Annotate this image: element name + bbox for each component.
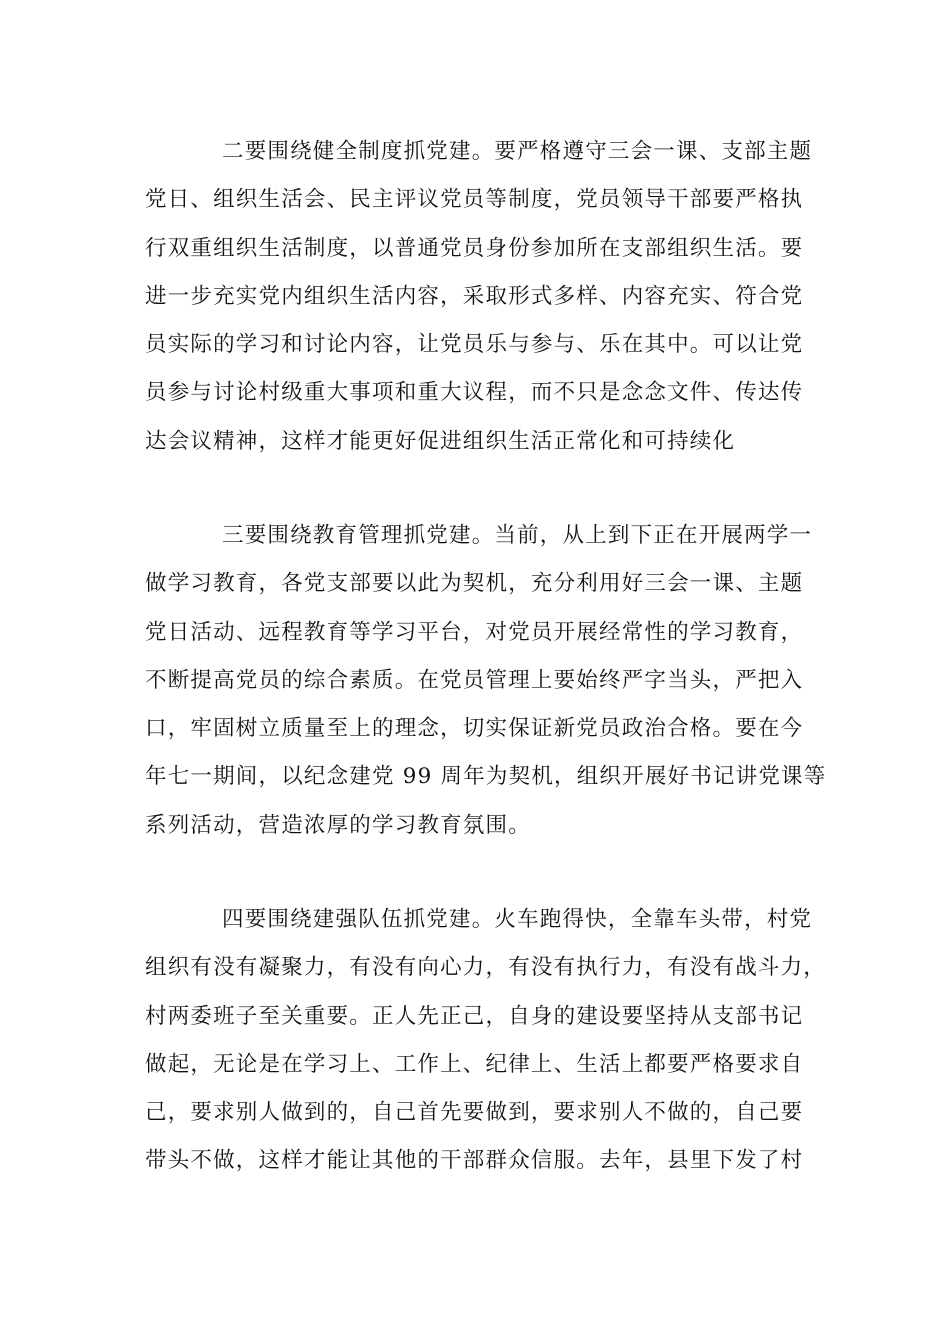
text-line: 党日、组织生活会、民主评议党员等制度，党员领导干部要严格执 <box>145 187 804 213</box>
text-line: 二要围绕健全制度抓党建。要严格遵守三会一课、支部主题 <box>222 139 813 164</box>
text-line: 党日活动、远程教育等学习平台，对党员开展经常性的学习教育， <box>145 619 804 645</box>
text-line: 系列活动，营造浓厚的学习教育氛围。 <box>145 812 531 838</box>
text-line: 组织有没有凝聚力，有没有向心力，有没有执行力，有没有战斗力， <box>145 955 827 981</box>
paragraph-team <box>145 896 835 1186</box>
text-line: 年七一期间，以纪念建党 99 周年为契机，组织开展好书记讲党课等 <box>145 764 827 790</box>
text-line: 村两委班子至关重要。正人先正己，自身的建设要坚持从支部书记 <box>145 1003 804 1029</box>
text-line: 不断提高党员的综合素质。在党员管理上要始终严字当头，严把入 <box>145 667 804 693</box>
text-line: 做学习教育，各党支部要以此为契机，充分利用好三会一课、主题 <box>145 571 804 597</box>
text-line: 达会议精神，这样才能更好促进组织生活正常化和可持续化 <box>145 428 736 454</box>
text-line: 口，牢固树立质量至上的理念，切实保证新党员政治合格。要在今 <box>145 716 804 742</box>
text-line: 带头不做，这样才能让其他的干部群众信服。去年，县里下发了村 <box>145 1148 804 1174</box>
text-line: 员参与讨论村级重大事项和重大议程，而不只是念念文件、传达传 <box>145 380 804 406</box>
text-line: 做起，无论是在学习上、工作上、纪律上、生活上都要严格要求自 <box>145 1051 804 1077</box>
text-line: 己，要求别人做到的，自己首先要做到，要求别人不做的，自己要 <box>145 1100 804 1126</box>
paragraph-institutions <box>145 128 835 466</box>
text-line: 三要围绕教育管理抓党建。当前，从上到下正在开展两学一 <box>222 523 813 548</box>
text-line: 员实际的学习和讨论内容，让党员乐与参与、乐在其中。可以让党 <box>145 332 804 358</box>
text-line: 进一步充实党内组织生活内容，采取形式多样、内容充实、符合党 <box>145 283 804 309</box>
text-line: 行双重组织生活制度，以普通党员身份参加所在支部组织生活。要 <box>145 235 804 261</box>
paragraph-education <box>145 512 835 850</box>
text-line: 四要围绕建强队伍抓党建。火车跑得快，全靠车头带，村党 <box>222 907 813 932</box>
